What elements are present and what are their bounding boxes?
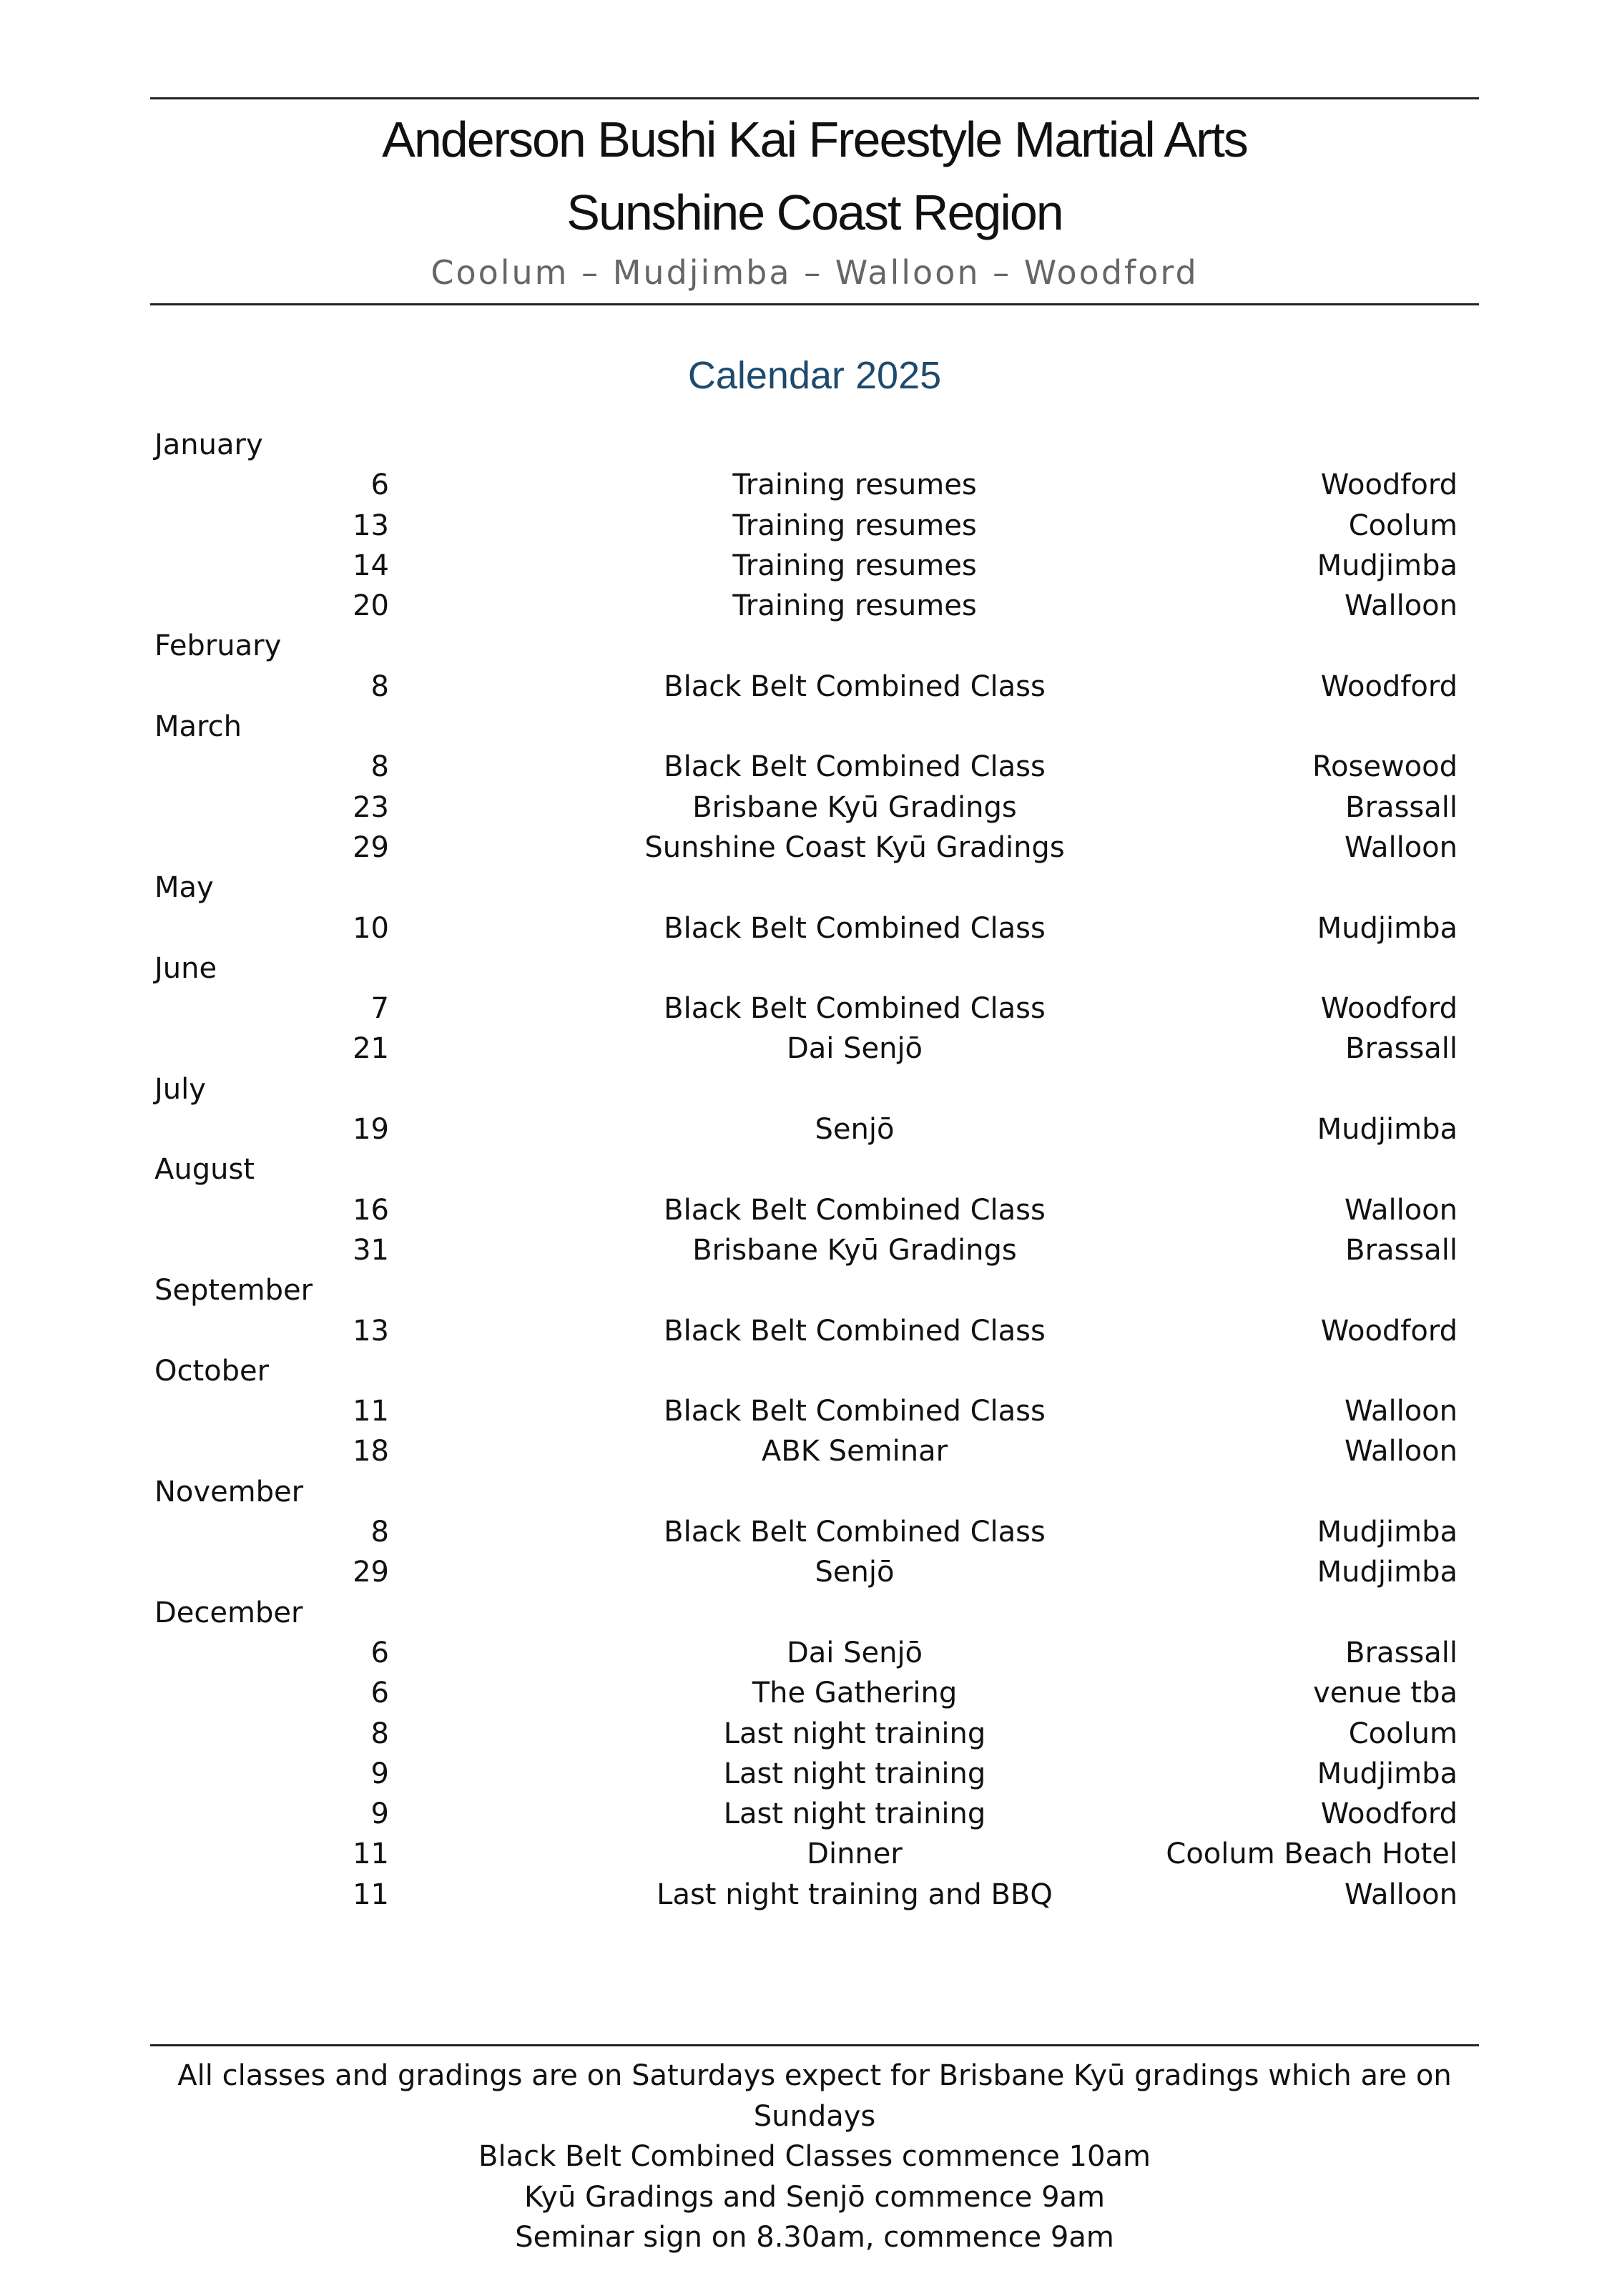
event-row [0,465,1622,505]
event-venue: venue tba [1313,1677,1458,1710]
event-venue: Walloon [1344,589,1458,623]
event-venue: Woodford [1320,669,1458,703]
month-row [0,868,1622,908]
event-day: 16 [353,1193,389,1227]
event-row [0,1673,1622,1713]
event-venue: Brassall [1345,790,1458,824]
event-row [0,788,1622,828]
month-label: June [154,951,217,985]
page-title: Anderson Bushi Kai Freestyle Martial Arts [382,112,1247,167]
event-name: Dai Senjō [786,1636,923,1669]
month-row [0,1472,1622,1512]
event-row [0,1552,1622,1592]
event-name: Brisbane Kyū Gradings [692,1233,1017,1267]
footer-rule [150,2044,1479,2046]
event-row [0,1714,1622,1754]
event-venue: Mudjimba [1317,911,1458,945]
event-day: 31 [353,1233,389,1267]
event-name: Dai Senjō [786,1032,923,1066]
event-venue: Coolum [1348,1717,1458,1750]
header-bottom-rule [150,303,1479,305]
month-row [0,425,1622,465]
month-row [0,1270,1622,1310]
event-name: Black Belt Combined Class [664,1193,1046,1227]
event-name: Last night training [723,1757,986,1790]
event-name: The Gathering [752,1677,958,1710]
event-row [0,1834,1622,1874]
event-day: 8 [370,750,389,784]
event-day: 13 [353,1314,389,1348]
footer-notes [150,2056,1479,2258]
event-day: 6 [370,468,389,502]
event-day: 11 [353,1838,389,1871]
event-day: 21 [353,1032,389,1066]
event-name: Last night training [723,1717,986,1750]
event-name: Black Belt Combined Class [664,992,1046,1026]
event-row [0,1109,1622,1149]
event-row [0,828,1622,868]
event-row [0,667,1622,707]
event-name: Black Belt Combined Class [664,1314,1046,1348]
event-row [0,1875,1622,1915]
event-day: 14 [353,549,389,582]
event-day: 6 [370,1677,389,1710]
event-name: Sunshine Coast Kyū Gradings [644,830,1065,864]
event-venue: Woodford [1320,1797,1458,1831]
event-row [0,1633,1622,1673]
event-day: 29 [353,830,389,864]
month-row [0,1351,1622,1391]
footer-note: All classes and gradings are on Saturdays expect for Brisbane Kyū gradings which are on Sundays [177,2059,1452,2133]
event-day: 13 [353,509,389,542]
event-name: Training resumes [732,589,977,623]
month-label: February [154,629,282,663]
event-name: ABK Seminar [761,1435,948,1468]
event-row [0,1230,1622,1270]
event-row [0,546,1622,586]
event-day: 8 [370,669,389,703]
event-name: Training resumes [732,549,977,582]
event-venue: Woodford [1320,1314,1458,1348]
month-label: July [154,1072,206,1106]
event-name: Senjō [815,1556,895,1589]
month-row [0,707,1622,747]
event-row [0,1029,1622,1069]
event-name: Last night training and BBQ [657,1878,1053,1911]
month-row [0,626,1622,666]
event-row [0,1431,1622,1471]
event-venue: Brassall [1345,1233,1458,1267]
month-label: May [154,871,214,905]
event-day: 23 [353,790,389,824]
event-venue: Walloon [1344,1878,1458,1911]
event-day: 11 [353,1395,389,1428]
event-row [0,1391,1622,1431]
month-label: August [154,1153,255,1187]
event-venue: Walloon [1344,830,1458,864]
event-name: Black Belt Combined Class [664,911,1046,945]
event-name: Black Belt Combined Class [664,1516,1046,1549]
event-day: 20 [353,589,389,623]
event-day: 7 [370,992,389,1026]
event-name: Black Belt Combined Class [664,1395,1046,1428]
event-day: 10 [353,911,389,945]
event-venue: Mudjimba [1317,1113,1458,1147]
event-day: 29 [353,1556,389,1589]
month-label: March [154,710,242,744]
event-name: Black Belt Combined Class [664,669,1046,703]
event-day: 9 [370,1757,389,1790]
event-name: Last night training [723,1797,986,1831]
calendar-list [0,425,1622,1915]
footer-note: Seminar sign on 8.30am, commence 9am [515,2221,1114,2254]
event-venue: Walloon [1344,1193,1458,1227]
month-label: October [154,1354,270,1388]
event-row [0,1190,1622,1230]
event-name: Senjō [815,1113,895,1147]
month-label: December [154,1596,303,1629]
footer-note: Black Belt Combined Classes commence 10am [478,2140,1151,2173]
event-venue: Woodford [1320,468,1458,502]
event-name: Training resumes [732,509,977,542]
top-rule [150,97,1479,99]
event-row [0,1311,1622,1351]
event-venue: Brassall [1345,1032,1458,1066]
month-row [0,1593,1622,1633]
event-venue: Coolum Beach Hotel [1166,1838,1458,1871]
event-venue: Brassall [1345,1636,1458,1669]
event-day: 8 [370,1717,389,1750]
event-venue: Mudjimba [1317,549,1458,582]
page-subtitle-region: Sunshine Coast Region [566,185,1063,240]
event-day: 19 [353,1113,389,1147]
event-venue: Rosewood [1312,750,1458,784]
event-row [0,908,1622,948]
event-name: Black Belt Combined Class [664,750,1046,784]
event-venue: Walloon [1344,1435,1458,1468]
month-row [0,1069,1622,1109]
month-label: January [154,428,263,461]
event-day: 6 [370,1636,389,1669]
event-row [0,506,1622,546]
event-day: 8 [370,1516,389,1549]
event-row [0,1754,1622,1794]
event-row [0,586,1622,626]
event-venue: Walloon [1344,1395,1458,1428]
event-row [0,1794,1622,1834]
month-label: November [154,1475,304,1508]
month-row [0,948,1622,988]
event-day: 11 [353,1878,389,1911]
event-name: Dinner [807,1838,903,1871]
footer-note: Kyū Gradings and Senjō commence 9am [524,2180,1106,2214]
month-row [0,1149,1622,1189]
event-venue: Mudjimba [1317,1757,1458,1790]
event-venue: Mudjimba [1317,1516,1458,1549]
event-name: Brisbane Kyū Gradings [692,790,1017,824]
event-row [0,988,1622,1029]
event-venue: Coolum [1348,509,1458,542]
event-venue: Woodford [1320,992,1458,1026]
event-venue: Mudjimba [1317,1556,1458,1589]
calendar-heading: Calendar 2025 [687,354,942,397]
event-row [0,747,1622,787]
month-label: September [154,1274,313,1308]
event-day: 18 [353,1435,389,1468]
locations-line: Coolum – Mudjimba – Walloon – Woodford [431,253,1199,292]
event-name: Training resumes [732,468,977,502]
event-row [0,1512,1622,1552]
event-day: 9 [370,1797,389,1831]
